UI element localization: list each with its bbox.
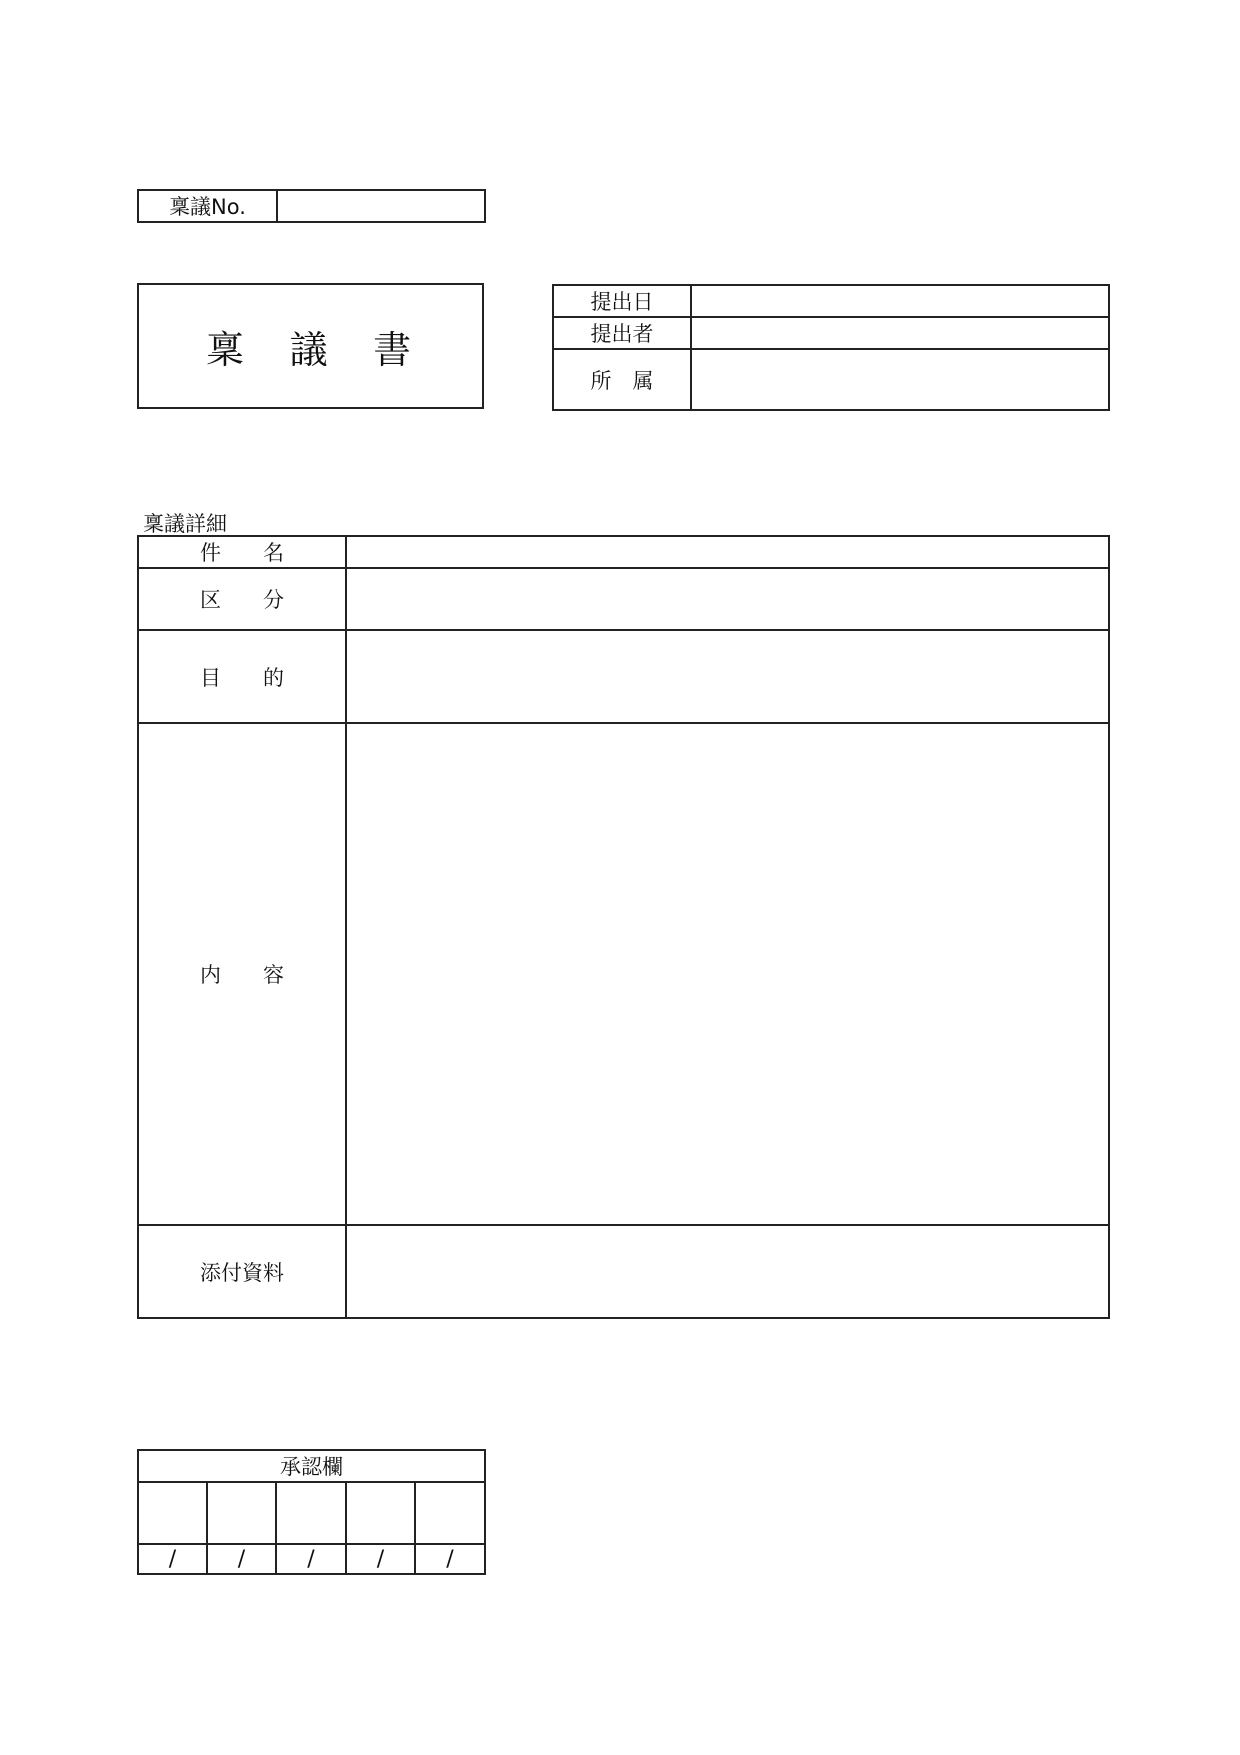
content-field[interactable] — [346, 723, 1109, 1225]
approval-date-cell[interactable]: / — [276, 1544, 346, 1574]
category-label: 区 分 — [138, 568, 346, 630]
details-table — [137, 535, 1110, 1319]
purpose-label: 目 的 — [138, 630, 346, 723]
details-section-label: 稟議詳細 — [143, 512, 227, 536]
category-field[interactable] — [346, 568, 1109, 630]
content-label: 内 容 — [138, 723, 346, 1225]
document-title-box — [137, 283, 484, 409]
approval-stamp-cell[interactable] — [346, 1482, 415, 1544]
approval-table — [137, 1449, 486, 1575]
submitter-field[interactable] — [691, 317, 1109, 349]
submission-date-field[interactable] — [691, 285, 1109, 317]
attachments-field[interactable] — [346, 1225, 1109, 1318]
submitter-label: 提出者 — [553, 317, 691, 349]
approval-header: 承認欄 — [138, 1450, 485, 1482]
department-field[interactable] — [691, 349, 1109, 410]
ringi-number-label: 稟議No. — [138, 190, 277, 222]
ringi-number-field[interactable] — [277, 190, 485, 222]
approval-date-cell[interactable]: / — [207, 1544, 276, 1574]
department-label: 所 属 — [553, 349, 691, 410]
approval-stamp-cell[interactable] — [207, 1482, 276, 1544]
approval-stamp-cell[interactable] — [415, 1482, 485, 1544]
document-title: 稟 議 書 — [205, 327, 415, 372]
purpose-field[interactable] — [346, 630, 1109, 723]
submission-info-table — [552, 284, 1110, 411]
subject-label: 件 名 — [138, 536, 346, 568]
approval-date-cell[interactable]: / — [415, 1544, 485, 1574]
approval-date-cell[interactable]: / — [138, 1544, 207, 1574]
approval-stamp-cell[interactable] — [138, 1482, 207, 1544]
attachments-label: 添付資料 — [138, 1225, 346, 1318]
submission-date-label: 提出日 — [553, 285, 691, 317]
subject-field[interactable] — [346, 536, 1109, 568]
approval-stamp-cell[interactable] — [276, 1482, 346, 1544]
ringi-number-table — [137, 189, 486, 223]
approval-date-cell[interactable]: / — [346, 1544, 415, 1574]
